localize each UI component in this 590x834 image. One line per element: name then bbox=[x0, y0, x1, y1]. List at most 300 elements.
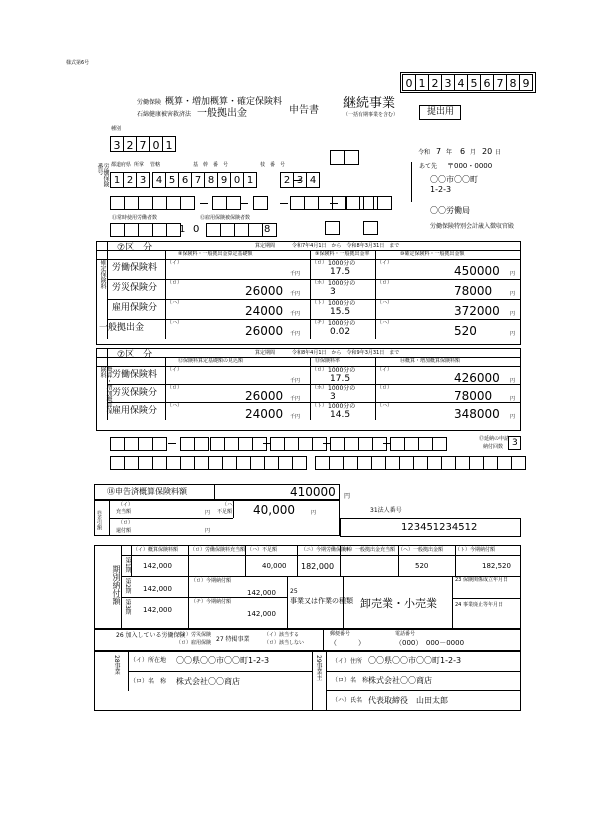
code-box bbox=[222, 456, 237, 470]
code-box bbox=[441, 456, 456, 470]
estimated-col-amount: ⑭概算・増加概算保険料額 bbox=[400, 358, 461, 364]
confirmed-rate-prefix: 1000分の bbox=[328, 260, 356, 267]
blank-box bbox=[212, 196, 227, 210]
insurance-number-digit: 8 bbox=[204, 172, 218, 188]
blank-box bbox=[363, 221, 378, 235]
diff-hline bbox=[109, 518, 233, 519]
code-box bbox=[284, 437, 299, 451]
code-box bbox=[372, 437, 387, 451]
inst-r1-a: 142,000 bbox=[143, 562, 172, 570]
f12-box bbox=[234, 223, 249, 237]
confirmed-row-mark: （ロ） bbox=[167, 280, 183, 286]
business-address: 〇〇県〇〇市〇〇町1-2-3 bbox=[176, 656, 270, 665]
confirmed-row-mark-b: （ホ） bbox=[312, 280, 328, 286]
inst-r2-d: 142,000 bbox=[247, 589, 276, 597]
code-box bbox=[124, 456, 139, 470]
installment-side-label: 期別納付額 bbox=[112, 565, 121, 605]
insurance-workers-comp: （イ）労災保険 bbox=[176, 632, 212, 638]
estimated-unit-yen: 円 bbox=[510, 414, 516, 420]
estimated-row-amount: 78000 bbox=[454, 389, 493, 403]
blank-box bbox=[180, 196, 195, 210]
inst-vline bbox=[398, 545, 399, 576]
estimated-vline bbox=[165, 357, 166, 420]
confirmed-rate: 3 bbox=[330, 287, 336, 297]
inst-vline bbox=[297, 545, 298, 576]
confirmed-unit-thousand: 千円 bbox=[290, 311, 301, 317]
confirmed-row-label: 労働保険料 bbox=[112, 263, 158, 273]
inst-r2-label: （ロ）今期納付額 bbox=[191, 578, 232, 584]
installment-header: （ホ）一般拠出金充当額 bbox=[340, 547, 396, 553]
submit-label: 提出用 bbox=[427, 107, 455, 117]
confirmed-row-base: 26000 bbox=[245, 284, 284, 298]
period-3: 第3期 bbox=[124, 599, 131, 615]
confirmed-rate-prefix: 1000分の bbox=[328, 280, 356, 287]
submit-label-box bbox=[419, 105, 461, 120]
installment-header: （ハ）不足額 bbox=[247, 547, 278, 553]
declared-premium-unit: 円 bbox=[344, 493, 351, 500]
confirmed-amount-mark: （ハ） bbox=[377, 320, 393, 326]
estimated-period: 令和8年4月1日 から 令和9年3月31日 まで bbox=[292, 350, 400, 356]
diff-b-mark: （ハ） bbox=[222, 502, 238, 508]
code-box bbox=[358, 437, 373, 451]
insurance-number-digit: 9 bbox=[217, 172, 231, 188]
confirmed-amount-mark: （ロ） bbox=[377, 280, 393, 286]
field11-value-2: 0 bbox=[193, 224, 200, 235]
estimated-row-label: 労働保険料 bbox=[112, 370, 158, 380]
confirmed-row-label: 雇用保険分 bbox=[112, 303, 158, 313]
f11-box bbox=[152, 223, 167, 237]
type-label: 種別 bbox=[111, 126, 122, 132]
estimated-unit-thousand: 千円 bbox=[290, 396, 301, 402]
special-applies: （イ）該当する bbox=[264, 632, 300, 638]
diff-a-unit: 円 bbox=[205, 510, 211, 516]
biz-vline bbox=[326, 651, 327, 711]
date-era: 令和 bbox=[418, 149, 431, 156]
sequence-outline bbox=[400, 72, 536, 93]
confirmed-row-mark-b: （チ） bbox=[312, 320, 328, 326]
insurance-enrolled-label: 26 加入している労働保険 bbox=[116, 632, 186, 639]
blank-box bbox=[152, 196, 167, 210]
code-box bbox=[343, 456, 358, 470]
code-box bbox=[250, 456, 265, 470]
business-name: 株式会社〇〇商店 bbox=[176, 677, 240, 686]
business-25-label: 25 bbox=[290, 588, 298, 595]
code-box bbox=[252, 437, 267, 451]
blank-dash bbox=[200, 203, 208, 204]
header-branch-number: 枝 番 号 bbox=[260, 162, 286, 168]
f12-box bbox=[248, 223, 263, 237]
established-date-label: 23 保険関係成立年月日 bbox=[455, 577, 508, 583]
code-box bbox=[344, 437, 359, 451]
sequence-digit: 7 bbox=[493, 74, 507, 91]
code-box bbox=[469, 456, 484, 470]
title-sub-prefix: 石綿健康被害救済法 bbox=[137, 111, 192, 118]
estimated-row-mark-b: （ホ） bbox=[312, 385, 328, 391]
code-box bbox=[152, 456, 167, 470]
form-subtitle: 一般拠出金 bbox=[197, 108, 247, 119]
confirmed-period: 令和7年4月1日 から 令和8年3月31日 まで bbox=[292, 243, 400, 249]
inst-r2-a: 142,000 bbox=[143, 585, 172, 593]
inst-vline bbox=[287, 576, 288, 629]
insurance-number-digit: 1 bbox=[243, 172, 257, 188]
estimated-row-label: 労災保険分 bbox=[112, 388, 158, 398]
postal-code: 〒000・0000 bbox=[447, 162, 493, 170]
blank-box bbox=[330, 150, 345, 165]
confirmed-side-label: 確定保険料 bbox=[99, 259, 106, 289]
field12-label: ⑫雇用保険被保険者数 bbox=[200, 215, 251, 221]
estimated-rate-prefix: 1000分の bbox=[328, 367, 356, 374]
blank-box bbox=[166, 196, 181, 210]
inst-vline bbox=[188, 545, 189, 576]
code-box bbox=[413, 456, 428, 470]
code-dash bbox=[263, 443, 271, 444]
confirmed-rate: 0.02 bbox=[330, 327, 351, 337]
postal-label: 郵便番号 bbox=[330, 631, 351, 637]
type-code-digit: 2 bbox=[123, 136, 137, 152]
confirmed-unit-yen: 円 bbox=[510, 331, 516, 337]
sequence-digit: 9 bbox=[519, 74, 533, 91]
confirmed-rate-prefix: 1000分の bbox=[328, 320, 356, 327]
declared-premium-value: 410000 bbox=[290, 485, 336, 499]
blank-box bbox=[377, 196, 392, 210]
employer-rep-label: （ハ）氏名 bbox=[332, 697, 363, 704]
code-box bbox=[432, 437, 447, 451]
code-box bbox=[511, 456, 526, 470]
confirmed-row-base: 26000 bbox=[245, 324, 284, 338]
blank-box bbox=[304, 196, 319, 210]
office-address-1: 〇〇市〇〇町 bbox=[430, 175, 478, 184]
installment-header: （ロ）労働保険料充当額 bbox=[190, 547, 246, 553]
declared-divider bbox=[214, 484, 215, 500]
estimated-vline bbox=[310, 357, 311, 420]
confirmed-amount-mark: （イ） bbox=[377, 260, 393, 266]
code-box bbox=[497, 456, 512, 470]
inst-vline bbox=[455, 545, 456, 576]
business-address-label: （イ）所在地 bbox=[130, 657, 167, 664]
title-prefix: 労働保険 bbox=[137, 99, 162, 106]
estimated-unit-yen: 円 bbox=[510, 378, 516, 384]
confirmed-row-amount: 520 bbox=[454, 324, 477, 338]
f12-box bbox=[206, 223, 221, 237]
code-box bbox=[312, 437, 327, 451]
biz-hline bbox=[326, 671, 521, 672]
code-box bbox=[399, 456, 414, 470]
estimated-vline bbox=[375, 357, 376, 420]
employer-side-label: 29事業主 bbox=[315, 655, 322, 681]
code-box bbox=[455, 456, 470, 470]
estimated-rate: 3 bbox=[330, 392, 336, 402]
f11-box bbox=[124, 223, 139, 237]
inst-vline bbox=[188, 576, 189, 629]
confirmed-unit-yen: 円 bbox=[510, 311, 516, 317]
inst-vline bbox=[121, 545, 122, 629]
installment-count-box bbox=[508, 436, 521, 450]
code-box bbox=[180, 437, 195, 451]
estimated-hline bbox=[96, 366, 521, 367]
date-day-unit: 日 bbox=[495, 149, 502, 156]
code-box bbox=[404, 437, 419, 451]
code-box bbox=[483, 456, 498, 470]
code-box bbox=[427, 456, 442, 470]
f12-box bbox=[220, 223, 235, 237]
type-code-digit: 3 bbox=[110, 136, 124, 152]
estimated-col-rate: ⑬保険料率 bbox=[315, 358, 341, 364]
insurance-number-digit: 7 bbox=[191, 172, 205, 188]
estimated-row-mark: （ロ） bbox=[167, 385, 183, 391]
sequence-digit: 5 bbox=[467, 74, 481, 91]
estimated-side-label: 概算・増加概算保険料 bbox=[99, 366, 112, 414]
confirmed-vline bbox=[375, 250, 376, 339]
inst-r1-d: 182,000 bbox=[301, 562, 335, 571]
installment-count-label: 納付回数 bbox=[483, 444, 504, 450]
confirmed-unit-yen: 円 bbox=[510, 271, 516, 277]
estimated-row-base: 24000 bbox=[245, 407, 284, 421]
phone-value: （000） 000－0000 bbox=[395, 639, 465, 647]
special-business-label: 27 特掲事業 bbox=[216, 636, 250, 643]
field11-value-1: 1 bbox=[179, 224, 186, 235]
estimated-col-class: ⑦区 分 bbox=[117, 350, 153, 360]
inst-r3-label: （チ）今期納付額 bbox=[191, 599, 232, 605]
inst-hline bbox=[121, 555, 521, 556]
confirmed-rate: 15.5 bbox=[330, 307, 351, 317]
code-box bbox=[357, 456, 372, 470]
confirmed-row-mark: （イ） bbox=[167, 260, 183, 266]
estimated-unit-thousand: 千円 bbox=[290, 414, 301, 420]
date-month: 6 bbox=[460, 147, 466, 156]
header-base-number: 基 幹 番 号 bbox=[193, 162, 229, 168]
code-box bbox=[270, 437, 285, 451]
confirmed-col-amount: ⑩確定保険料・一般拠出金額 bbox=[400, 251, 465, 257]
code-box bbox=[194, 437, 209, 451]
insurance-number-digit: 5 bbox=[165, 172, 179, 188]
diff-b-label: 不足額 bbox=[217, 509, 233, 515]
estimated-amount-mark: （ロ） bbox=[377, 385, 393, 391]
confirmed-rate-prefix: 1000分の bbox=[328, 300, 356, 307]
diff-a-label: 充当額 bbox=[116, 509, 132, 515]
code-box bbox=[180, 456, 195, 470]
estimated-rate-prefix: 1000分の bbox=[328, 403, 356, 410]
code-box bbox=[224, 437, 239, 451]
biz-hline bbox=[326, 690, 521, 691]
header-admin: 管轄 bbox=[150, 162, 161, 168]
code-box bbox=[238, 437, 253, 451]
sequence-digit: 6 bbox=[480, 74, 494, 91]
f11-box bbox=[138, 223, 153, 237]
installment-label: ⑰延納の申請 bbox=[479, 436, 510, 442]
declared-premium-label: ⑱申告済概算保険料額 bbox=[107, 487, 187, 496]
code-box bbox=[298, 437, 313, 451]
installment-count: 3 bbox=[512, 438, 518, 448]
code-box bbox=[194, 456, 209, 470]
confirmed-row-label: 一般拠出金 bbox=[99, 323, 145, 333]
confirmed-rate: 17.5 bbox=[330, 267, 351, 277]
form-number: 様式第6号 bbox=[66, 60, 90, 66]
blank-dash bbox=[330, 203, 338, 204]
biz-hline bbox=[128, 671, 312, 672]
insurance-employment: （ロ）雇用保険 bbox=[176, 640, 212, 646]
installment-header: （ト）今期納付額 bbox=[455, 547, 496, 553]
confirmed-col-base: ⑧保険料・一般拠出金算定基礎額 bbox=[178, 251, 253, 257]
blank-box bbox=[110, 196, 125, 210]
date-day: 20 bbox=[482, 147, 493, 156]
blank-box bbox=[345, 196, 360, 210]
inst-vline bbox=[340, 545, 341, 576]
estimated-rate: 17.5 bbox=[330, 374, 351, 384]
code-box bbox=[138, 437, 153, 451]
insurance-number-digit: 4 bbox=[152, 172, 166, 188]
closure-date-label: 24 事業廃止等年月日 bbox=[455, 602, 503, 608]
code-dash bbox=[383, 443, 391, 444]
insurance-number-digit: 3 bbox=[136, 172, 150, 188]
date-year: 7 bbox=[436, 147, 442, 156]
code-box bbox=[329, 456, 344, 470]
installment-header: （イ）概算保険料額 bbox=[133, 547, 179, 553]
installment-header: （ニ）今期労働保険料 bbox=[301, 547, 352, 553]
business-25-label2: 事業又は作業の種類 bbox=[290, 597, 353, 605]
type-code-digit: 7 bbox=[136, 136, 150, 152]
inst-hline bbox=[121, 597, 287, 598]
inst-r1-g: 182,520 bbox=[482, 562, 511, 570]
business-type-note: （一括有期事業を含む） bbox=[343, 112, 399, 118]
estimated-row-mark-b: （ト） bbox=[312, 403, 328, 409]
code-dash bbox=[168, 443, 176, 444]
estimated-row-mark-b: （ロ） bbox=[312, 367, 328, 373]
confirmed-row-amount: 450000 bbox=[454, 264, 500, 278]
corp-number-value: 123451234512 bbox=[401, 522, 478, 533]
inst-vline bbox=[245, 545, 246, 576]
corp-number-label: 31法人番号 bbox=[370, 507, 402, 514]
confirmed-row-mark-b: （ト） bbox=[312, 300, 328, 306]
estimated-row-amount: 426000 bbox=[454, 371, 500, 385]
code-box bbox=[330, 437, 345, 451]
inst-r1-f: 520 bbox=[415, 562, 429, 570]
diff-b-unit: 円 bbox=[311, 510, 317, 516]
employer-address: 〇〇県〇〇市〇〇町1-2-3 bbox=[368, 656, 462, 665]
declaration-label: 申告書 bbox=[289, 105, 319, 116]
code-box bbox=[418, 437, 433, 451]
date-month-unit: 月 bbox=[470, 149, 477, 156]
insurance-number-digit: 2 bbox=[280, 172, 294, 188]
side-label-insurance-no: 労働保険番号 bbox=[96, 163, 109, 187]
confirmed-unit-thousand: 千円 bbox=[290, 271, 301, 277]
field11-label: ⑪常時使用労働者数 bbox=[112, 215, 158, 221]
blank-box bbox=[325, 221, 340, 235]
blank-box bbox=[124, 196, 139, 210]
estimated-row-base: 26000 bbox=[245, 389, 284, 403]
address-bracket bbox=[411, 162, 412, 202]
code-box bbox=[110, 437, 125, 451]
blank-box bbox=[344, 150, 359, 165]
estimated-amount-mark: （イ） bbox=[377, 367, 393, 373]
code-box bbox=[264, 456, 279, 470]
period-2: 第2期 bbox=[124, 578, 131, 594]
special-not-applies: （ロ）該当しない bbox=[264, 640, 305, 646]
code-box bbox=[236, 456, 251, 470]
code-box bbox=[110, 456, 125, 470]
blank-box bbox=[138, 196, 153, 210]
code-box bbox=[166, 456, 181, 470]
inst-r1-c: 40,000 bbox=[262, 562, 287, 570]
code-box bbox=[152, 437, 167, 451]
confirmed-row-mark: （ハ） bbox=[167, 320, 183, 326]
confirmed-row-amount: 78000 bbox=[454, 284, 493, 298]
confirmed-row-label: 労災保険分 bbox=[112, 283, 158, 293]
installment-header: （ヘ）一般拠出金額 bbox=[398, 547, 444, 553]
employer-name: 株式会社〇〇商店 bbox=[368, 676, 432, 685]
confirmed-period-label: 算定期間 bbox=[255, 243, 276, 249]
code-box bbox=[278, 456, 293, 470]
period-1: 第1期 bbox=[124, 557, 131, 573]
business-type-title: 継続事業 bbox=[343, 96, 396, 111]
diff-a-mark: （イ） bbox=[118, 502, 134, 508]
insurance-number-digit: 6 bbox=[178, 172, 192, 188]
insurance-number-digit: 0 bbox=[230, 172, 244, 188]
sequence-digit: 3 bbox=[441, 74, 455, 91]
blank-dash bbox=[240, 203, 248, 204]
estimated-row-mark: （ハ） bbox=[167, 403, 183, 409]
estimated-rate: 14.5 bbox=[330, 410, 351, 420]
business-side-label: 28事業 bbox=[113, 655, 120, 675]
estimated-row-mark: （イ） bbox=[167, 367, 183, 373]
confirmed-amount-mark: （ハ） bbox=[377, 300, 393, 306]
code-box bbox=[390, 437, 405, 451]
office-note: 労働保険特別会計歳入徴収官殿 bbox=[430, 223, 515, 230]
corp-number-box bbox=[340, 518, 521, 537]
insurance-number-digit: 2 bbox=[123, 172, 137, 188]
diff-b-value: 40,000 bbox=[253, 503, 295, 517]
confirmed-row-mark-b: （ロ） bbox=[312, 260, 328, 266]
type-code-digit: 1 bbox=[162, 136, 176, 152]
code-box bbox=[385, 456, 400, 470]
business-name-label: （ロ）名 称 bbox=[130, 678, 167, 685]
code-box bbox=[371, 456, 386, 470]
blank-box bbox=[253, 196, 268, 210]
confirmed-col-class: ⑦区 分 bbox=[117, 243, 153, 253]
address-label: あて先 bbox=[419, 163, 438, 170]
diff-c-label: 還付額 bbox=[116, 528, 132, 534]
confirmed-vline bbox=[165, 250, 166, 339]
code-box bbox=[124, 437, 139, 451]
field12-value: 8 bbox=[264, 224, 271, 235]
code-box bbox=[210, 437, 225, 451]
estimated-row-amount: 348000 bbox=[454, 407, 500, 421]
blank-dash bbox=[280, 203, 288, 204]
estimated-unit-thousand: 千円 bbox=[290, 378, 301, 384]
biz-vline bbox=[312, 651, 313, 711]
blank-box bbox=[363, 196, 378, 210]
estimated-row-label: 雇用保険分 bbox=[112, 406, 158, 416]
diff-c-mark: （ロ） bbox=[118, 520, 134, 526]
diff-c-unit: 円 bbox=[205, 528, 211, 534]
header-jurisdiction: 所掌 bbox=[134, 162, 145, 168]
code-box bbox=[208, 456, 223, 470]
estimated-unit-yen: 円 bbox=[510, 396, 516, 402]
estimated-rate-prefix: 1000分の bbox=[328, 385, 356, 392]
confirmed-unit-thousand: 千円 bbox=[290, 331, 301, 337]
form-title: 概算・増加概算・確定保険料 bbox=[165, 97, 283, 107]
confirmed-unit-yen: 円 bbox=[510, 291, 516, 297]
inst-r3-a: 142,000 bbox=[143, 606, 172, 614]
insurance-number-digit: 3 bbox=[293, 172, 307, 188]
insurance-number-digit: 4 bbox=[306, 172, 320, 188]
postal-value: （ ） bbox=[330, 639, 365, 647]
sequence-digit: 4 bbox=[454, 74, 468, 91]
header-prefecture: 都道府県 bbox=[111, 162, 132, 168]
confirmed-col-rate: ⑨保険料・一般拠出金率 bbox=[315, 251, 370, 257]
office-address-2: 1-2-3 bbox=[430, 185, 452, 194]
insurance-number-digit: 1 bbox=[110, 172, 124, 188]
labor-office: 〇〇労働局 bbox=[430, 206, 470, 215]
